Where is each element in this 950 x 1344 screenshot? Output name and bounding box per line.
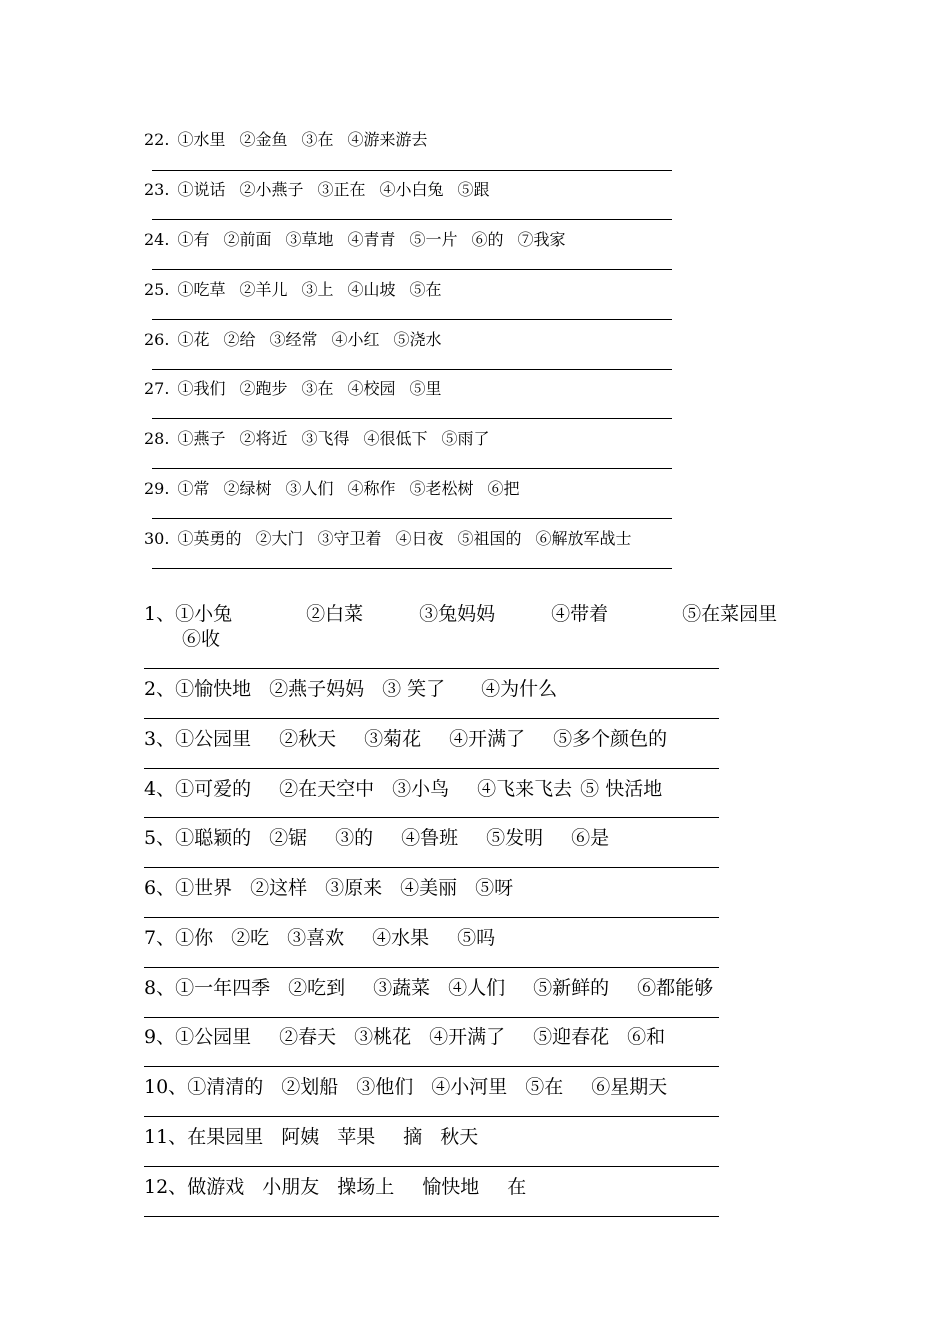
word-option: ③他们 bbox=[356, 1076, 414, 1098]
word-option: 小朋友 bbox=[262, 1176, 320, 1198]
word-option: ⑥都能够 bbox=[637, 977, 714, 999]
word-option: ⑥和 bbox=[627, 1026, 666, 1048]
word-option: ②这样 bbox=[250, 877, 308, 899]
question-number: 10、 bbox=[144, 1076, 188, 1098]
word-option: ③兔妈妈 bbox=[419, 603, 496, 625]
word-option: ③在 bbox=[301, 130, 334, 149]
answer-line bbox=[152, 369, 672, 370]
word-option: ③守卫着 bbox=[317, 529, 382, 548]
word-option: 秋天 bbox=[440, 1126, 479, 1148]
word-option: ③飞得 bbox=[301, 429, 350, 448]
word-option: ⑥把 bbox=[487, 479, 520, 498]
word-option: ④美丽 bbox=[400, 877, 458, 899]
word-option: ③原来 bbox=[325, 877, 383, 899]
word-option: ⑤一片 bbox=[409, 230, 458, 249]
question-number: 23. bbox=[144, 180, 170, 199]
question-number: 27. bbox=[144, 379, 170, 398]
word-option: ④带着 bbox=[551, 603, 609, 625]
answer-line bbox=[144, 1017, 719, 1018]
word-option: ③喜欢 bbox=[287, 927, 345, 949]
word-option: ④鲁班 bbox=[401, 827, 459, 849]
word-option: ⑤老松树 bbox=[409, 479, 474, 498]
question-22 bbox=[144, 127, 428, 150]
word-option: ②燕子妈妈 bbox=[269, 678, 365, 700]
word-option: ②在天空中 bbox=[279, 778, 375, 800]
question-number: 7、 bbox=[144, 927, 176, 949]
word-option: ②白菜 bbox=[306, 603, 364, 625]
question-number: 30. bbox=[144, 529, 170, 548]
question-number: 25. bbox=[144, 280, 170, 299]
answer-line bbox=[152, 269, 672, 270]
word-option: ⑤跟 bbox=[457, 180, 490, 199]
word-option: ②秋天 bbox=[279, 728, 337, 750]
word-option: ④很低下 bbox=[363, 429, 428, 448]
word-option: ⑤ 快活地 bbox=[580, 778, 663, 800]
question-number: 3、 bbox=[144, 728, 176, 750]
question-number: 4、 bbox=[144, 778, 176, 800]
word-option: ⑤浇水 bbox=[393, 330, 442, 349]
word-option: ①小兔 bbox=[175, 603, 233, 625]
question-number: 26. bbox=[144, 330, 170, 349]
word-option: ③蔬菜 bbox=[373, 977, 431, 999]
question-7 bbox=[144, 923, 495, 950]
word-option: ⑥的 bbox=[471, 230, 504, 249]
word-option: ③在 bbox=[301, 379, 334, 398]
answer-line bbox=[144, 668, 719, 669]
question-number: 8、 bbox=[144, 977, 176, 999]
word-option: 愉快地 bbox=[422, 1176, 480, 1198]
question-number: 6、 bbox=[144, 877, 176, 899]
word-option: ①有 bbox=[177, 230, 210, 249]
question-23 bbox=[144, 177, 490, 200]
word-option: ②前面 bbox=[223, 230, 272, 249]
question-11 bbox=[144, 1122, 478, 1149]
question-29 bbox=[144, 476, 520, 499]
word-option: ④人们 bbox=[448, 977, 506, 999]
word-option: ⑥收 bbox=[182, 628, 221, 650]
word-option: 做游戏 bbox=[187, 1176, 245, 1198]
word-option: ①燕子 bbox=[177, 429, 226, 448]
word-option: ④小红 bbox=[331, 330, 380, 349]
question-30 bbox=[144, 526, 632, 549]
answer-line bbox=[144, 1216, 719, 1217]
word-option: ④校园 bbox=[347, 379, 396, 398]
word-option: ⑥解放军战士 bbox=[535, 529, 632, 548]
question-number: 11、 bbox=[144, 1126, 188, 1148]
word-option: ④小白兔 bbox=[379, 180, 444, 199]
question-number: 1、 bbox=[144, 603, 176, 625]
answer-line bbox=[144, 1166, 719, 1167]
question-number: 22. bbox=[144, 130, 170, 149]
answer-line bbox=[144, 817, 719, 818]
word-option: ①水里 bbox=[177, 130, 226, 149]
word-option: ⑤发明 bbox=[486, 827, 544, 849]
answer-line bbox=[144, 1066, 719, 1067]
word-option: ①你 bbox=[175, 927, 214, 949]
word-option: ⑤多个颜色的 bbox=[553, 728, 668, 750]
word-option: 在 bbox=[507, 1176, 527, 1198]
question-12 bbox=[144, 1172, 526, 1199]
question-27 bbox=[144, 376, 442, 399]
word-option: ①公园里 bbox=[175, 1026, 252, 1048]
word-option: ④开满了 bbox=[429, 1026, 506, 1048]
word-option: ③经常 bbox=[269, 330, 318, 349]
word-option: 在果园里 bbox=[187, 1126, 264, 1148]
word-option: ④水果 bbox=[372, 927, 430, 949]
question-number: 9、 bbox=[144, 1026, 176, 1048]
word-option: ①聪颖的 bbox=[175, 827, 252, 849]
word-option: ④山坡 bbox=[347, 280, 396, 299]
answer-line bbox=[144, 967, 719, 968]
word-option: ①说话 bbox=[177, 180, 226, 199]
word-option: ⑤在 bbox=[525, 1076, 564, 1098]
question-1 bbox=[144, 599, 777, 626]
answer-line bbox=[152, 219, 672, 220]
word-option: ①英勇的 bbox=[177, 529, 242, 548]
word-option: ⑦我家 bbox=[517, 230, 566, 249]
question-6 bbox=[144, 873, 513, 900]
question-8 bbox=[144, 973, 713, 1000]
word-option: ②春天 bbox=[279, 1026, 337, 1048]
word-option: ③草地 bbox=[285, 230, 334, 249]
word-option: ③桃花 bbox=[354, 1026, 412, 1048]
word-option: 阿姨 bbox=[281, 1126, 320, 1148]
word-option: ①愉快地 bbox=[175, 678, 252, 700]
word-option: ①吃草 bbox=[177, 280, 226, 299]
question-number: 24. bbox=[144, 230, 170, 249]
word-option: ②吃 bbox=[231, 927, 270, 949]
word-option: ②吃到 bbox=[288, 977, 346, 999]
word-option: ④称作 bbox=[347, 479, 396, 498]
question-number: 28. bbox=[144, 429, 170, 448]
word-option: ②金鱼 bbox=[239, 130, 288, 149]
answer-line bbox=[152, 319, 672, 320]
word-option: 苹果 bbox=[337, 1126, 376, 1148]
answer-line bbox=[152, 170, 672, 171]
question-4 bbox=[144, 774, 662, 801]
word-option: ⑤呀 bbox=[475, 877, 514, 899]
answer-line bbox=[152, 518, 672, 519]
word-option: ⑥是 bbox=[571, 827, 610, 849]
question-number: 5、 bbox=[144, 827, 176, 849]
word-option: ③菊花 bbox=[364, 728, 422, 750]
word-option: ①可爱的 bbox=[175, 778, 252, 800]
word-option: ④游来游去 bbox=[347, 130, 428, 149]
word-option: ②小燕子 bbox=[239, 180, 304, 199]
word-option: ⑤里 bbox=[409, 379, 442, 398]
word-option: ③的 bbox=[335, 827, 374, 849]
word-option: ②跑步 bbox=[239, 379, 288, 398]
word-option: ⑤新鲜的 bbox=[533, 977, 610, 999]
word-option: ④小河里 bbox=[431, 1076, 508, 1098]
word-option: ①一年四季 bbox=[175, 977, 271, 999]
word-option: ④日夜 bbox=[395, 529, 444, 548]
word-option: ①清清的 bbox=[187, 1076, 264, 1098]
question-2 bbox=[144, 674, 557, 701]
word-option: ⑤在菜园里 bbox=[682, 603, 778, 625]
answer-line bbox=[152, 468, 672, 469]
word-option: ②给 bbox=[223, 330, 256, 349]
word-option: ④飞来飞去 bbox=[477, 778, 573, 800]
question-5 bbox=[144, 823, 609, 850]
word-option: ④青青 bbox=[347, 230, 396, 249]
word-option: 操场上 bbox=[337, 1176, 395, 1198]
question-26 bbox=[144, 327, 442, 350]
word-option: ④开满了 bbox=[449, 728, 526, 750]
question-10 bbox=[144, 1072, 667, 1099]
word-option: ⑥星期天 bbox=[591, 1076, 668, 1098]
word-option: ⑤迎春花 bbox=[533, 1026, 610, 1048]
word-option: ⑤雨了 bbox=[441, 429, 490, 448]
question-number: 2、 bbox=[144, 678, 176, 700]
answer-line bbox=[144, 1116, 719, 1117]
word-option: ③ 笑了 bbox=[382, 678, 446, 700]
answer-line bbox=[144, 718, 719, 719]
question-3 bbox=[144, 724, 667, 751]
answer-line bbox=[144, 867, 719, 868]
question-25 bbox=[144, 277, 442, 300]
word-option: ②羊儿 bbox=[239, 280, 288, 299]
word-option: ②锯 bbox=[269, 827, 308, 849]
word-option: ③正在 bbox=[317, 180, 366, 199]
question-number: 12、 bbox=[144, 1176, 188, 1198]
answer-line bbox=[152, 418, 672, 419]
word-option: ①常 bbox=[177, 479, 210, 498]
word-option: ③人们 bbox=[285, 479, 334, 498]
word-option: ①公园里 bbox=[175, 728, 252, 750]
question-9 bbox=[144, 1022, 665, 1049]
answer-line bbox=[152, 568, 672, 569]
word-option: ②绿树 bbox=[223, 479, 272, 498]
word-option: ⑤在 bbox=[409, 280, 442, 299]
word-option: ⑤吗 bbox=[457, 927, 496, 949]
question-number: 29. bbox=[144, 479, 170, 498]
word-option: ①花 bbox=[177, 330, 210, 349]
word-option: ①世界 bbox=[175, 877, 233, 899]
word-option: ①我们 bbox=[177, 379, 226, 398]
word-option: ②将近 bbox=[239, 429, 288, 448]
word-option: 摘 bbox=[403, 1126, 423, 1148]
word-option: ③小鸟 bbox=[392, 778, 450, 800]
answer-line bbox=[144, 917, 719, 918]
question-1-continued bbox=[182, 624, 220, 651]
word-option: ②大门 bbox=[255, 529, 304, 548]
word-option: ③上 bbox=[301, 280, 334, 299]
word-option: ②划船 bbox=[281, 1076, 339, 1098]
answer-line bbox=[144, 768, 719, 769]
question-28 bbox=[144, 426, 490, 449]
question-24 bbox=[144, 227, 566, 250]
word-option: ④为什么 bbox=[481, 678, 558, 700]
word-option: ⑤祖国的 bbox=[457, 529, 522, 548]
